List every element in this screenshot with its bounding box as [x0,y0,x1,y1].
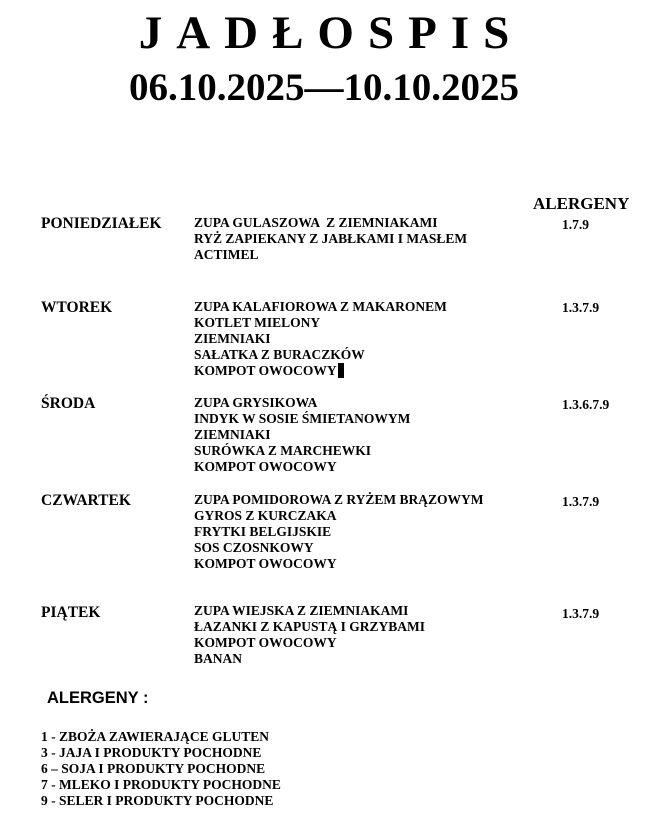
menu-item: KOMPOT OWOCOWY [194,635,337,650]
legend-item: 7 - MLEKO I PRODUKTY POCHODNE [41,777,281,792]
day-thursday: CZWARTEK [41,492,131,509]
menu-item: SAŁATKA Z BURACZKÓW [194,347,365,362]
menu-item: ZIEMNIAKI [194,331,271,346]
menu-monday [194,215,467,263]
menu-item: ZIEMNIAKI [194,427,271,442]
menu-item: ZUPA POMIDOROWA Z RYŻEM BRĄZOWYM [194,492,484,507]
menu-item: ZUPA GULASZOWA Z ZIEMNIAKAMI [194,215,438,230]
menu-item: KOMPOT OWOCOWY [194,556,337,571]
menu-tuesday [194,299,447,379]
day-wednesday: ŚRODA [41,395,96,412]
menu-item: ZUPA GRYSIKOWA [194,395,318,410]
menu-thursday [194,492,484,572]
allergens-thursday: 1.3.7.9 [562,494,600,509]
allergens-monday: 1.7.9 [562,217,589,232]
day-friday: PIĄTEK [41,604,101,621]
allergens-friday: 1.3.7.9 [562,606,600,621]
allergens-column-header: ALERGENY [533,194,630,213]
legend-item: 3 - JAJA I PRODUKTY POCHODNE [41,745,262,760]
menu-friday [194,603,425,667]
menu-item: ZUPA KALAFIOROWA Z MAKARONEM [194,299,447,314]
menu-item: RYŻ ZAPIEKANY Z JABŁKAMI I MASŁEM [194,231,468,246]
day-monday: PONIEDZIAŁEK [41,215,162,232]
menu-item-last [194,363,447,379]
legend-item: 6 – SOJA I PRODUKTY POCHODNE [41,761,266,776]
menu-item: GYROS Z KURCZAKA [194,508,337,523]
text-cursor-icon [338,363,344,378]
menu-item: ŁAZANKI Z KAPUSTĄ I GRZYBAMI [194,619,426,634]
allergen-legend-title: ALERGENY : [47,689,149,707]
day-tuesday: WTOREK [41,299,113,316]
menu-item-text: KOMPOT OWOCOWY [194,363,337,378]
menu-item: BANAN [194,651,243,666]
menu-item: ZUPA WIEJSKA Z ZIEMNIAKAMI [194,603,409,618]
allergens-tuesday: 1.3.7.9 [562,300,600,315]
menu-item: KOTLET MIELONY [194,315,321,330]
menu-item: SURÓWKA Z MARCHEWKI [194,443,372,458]
legend-item: 9 - SELER I PRODUKTY POCHODNE [41,793,274,808]
menu-item: SOS CZOSNKOWY [194,540,314,555]
menu-wednesday [194,395,410,475]
allergens-wednesday: 1.3.6.7.9 [562,397,610,412]
allergen-legend [41,729,281,809]
menu-title: JADŁOSPIS [138,7,524,59]
menu-item: ACTIMEL [194,247,259,262]
menu-item: FRYTKI BELGIJSKIE [194,524,332,539]
date-range: 06.10.2025—10.10.2025 [129,66,519,109]
legend-item: 1 - ZBOŻA ZAWIERAJĄCE GLUTEN [41,729,270,744]
menu-item: INDYK W SOSIE ŚMIETANOWYM [194,411,411,426]
menu-item: KOMPOT OWOCOWY [194,459,337,474]
